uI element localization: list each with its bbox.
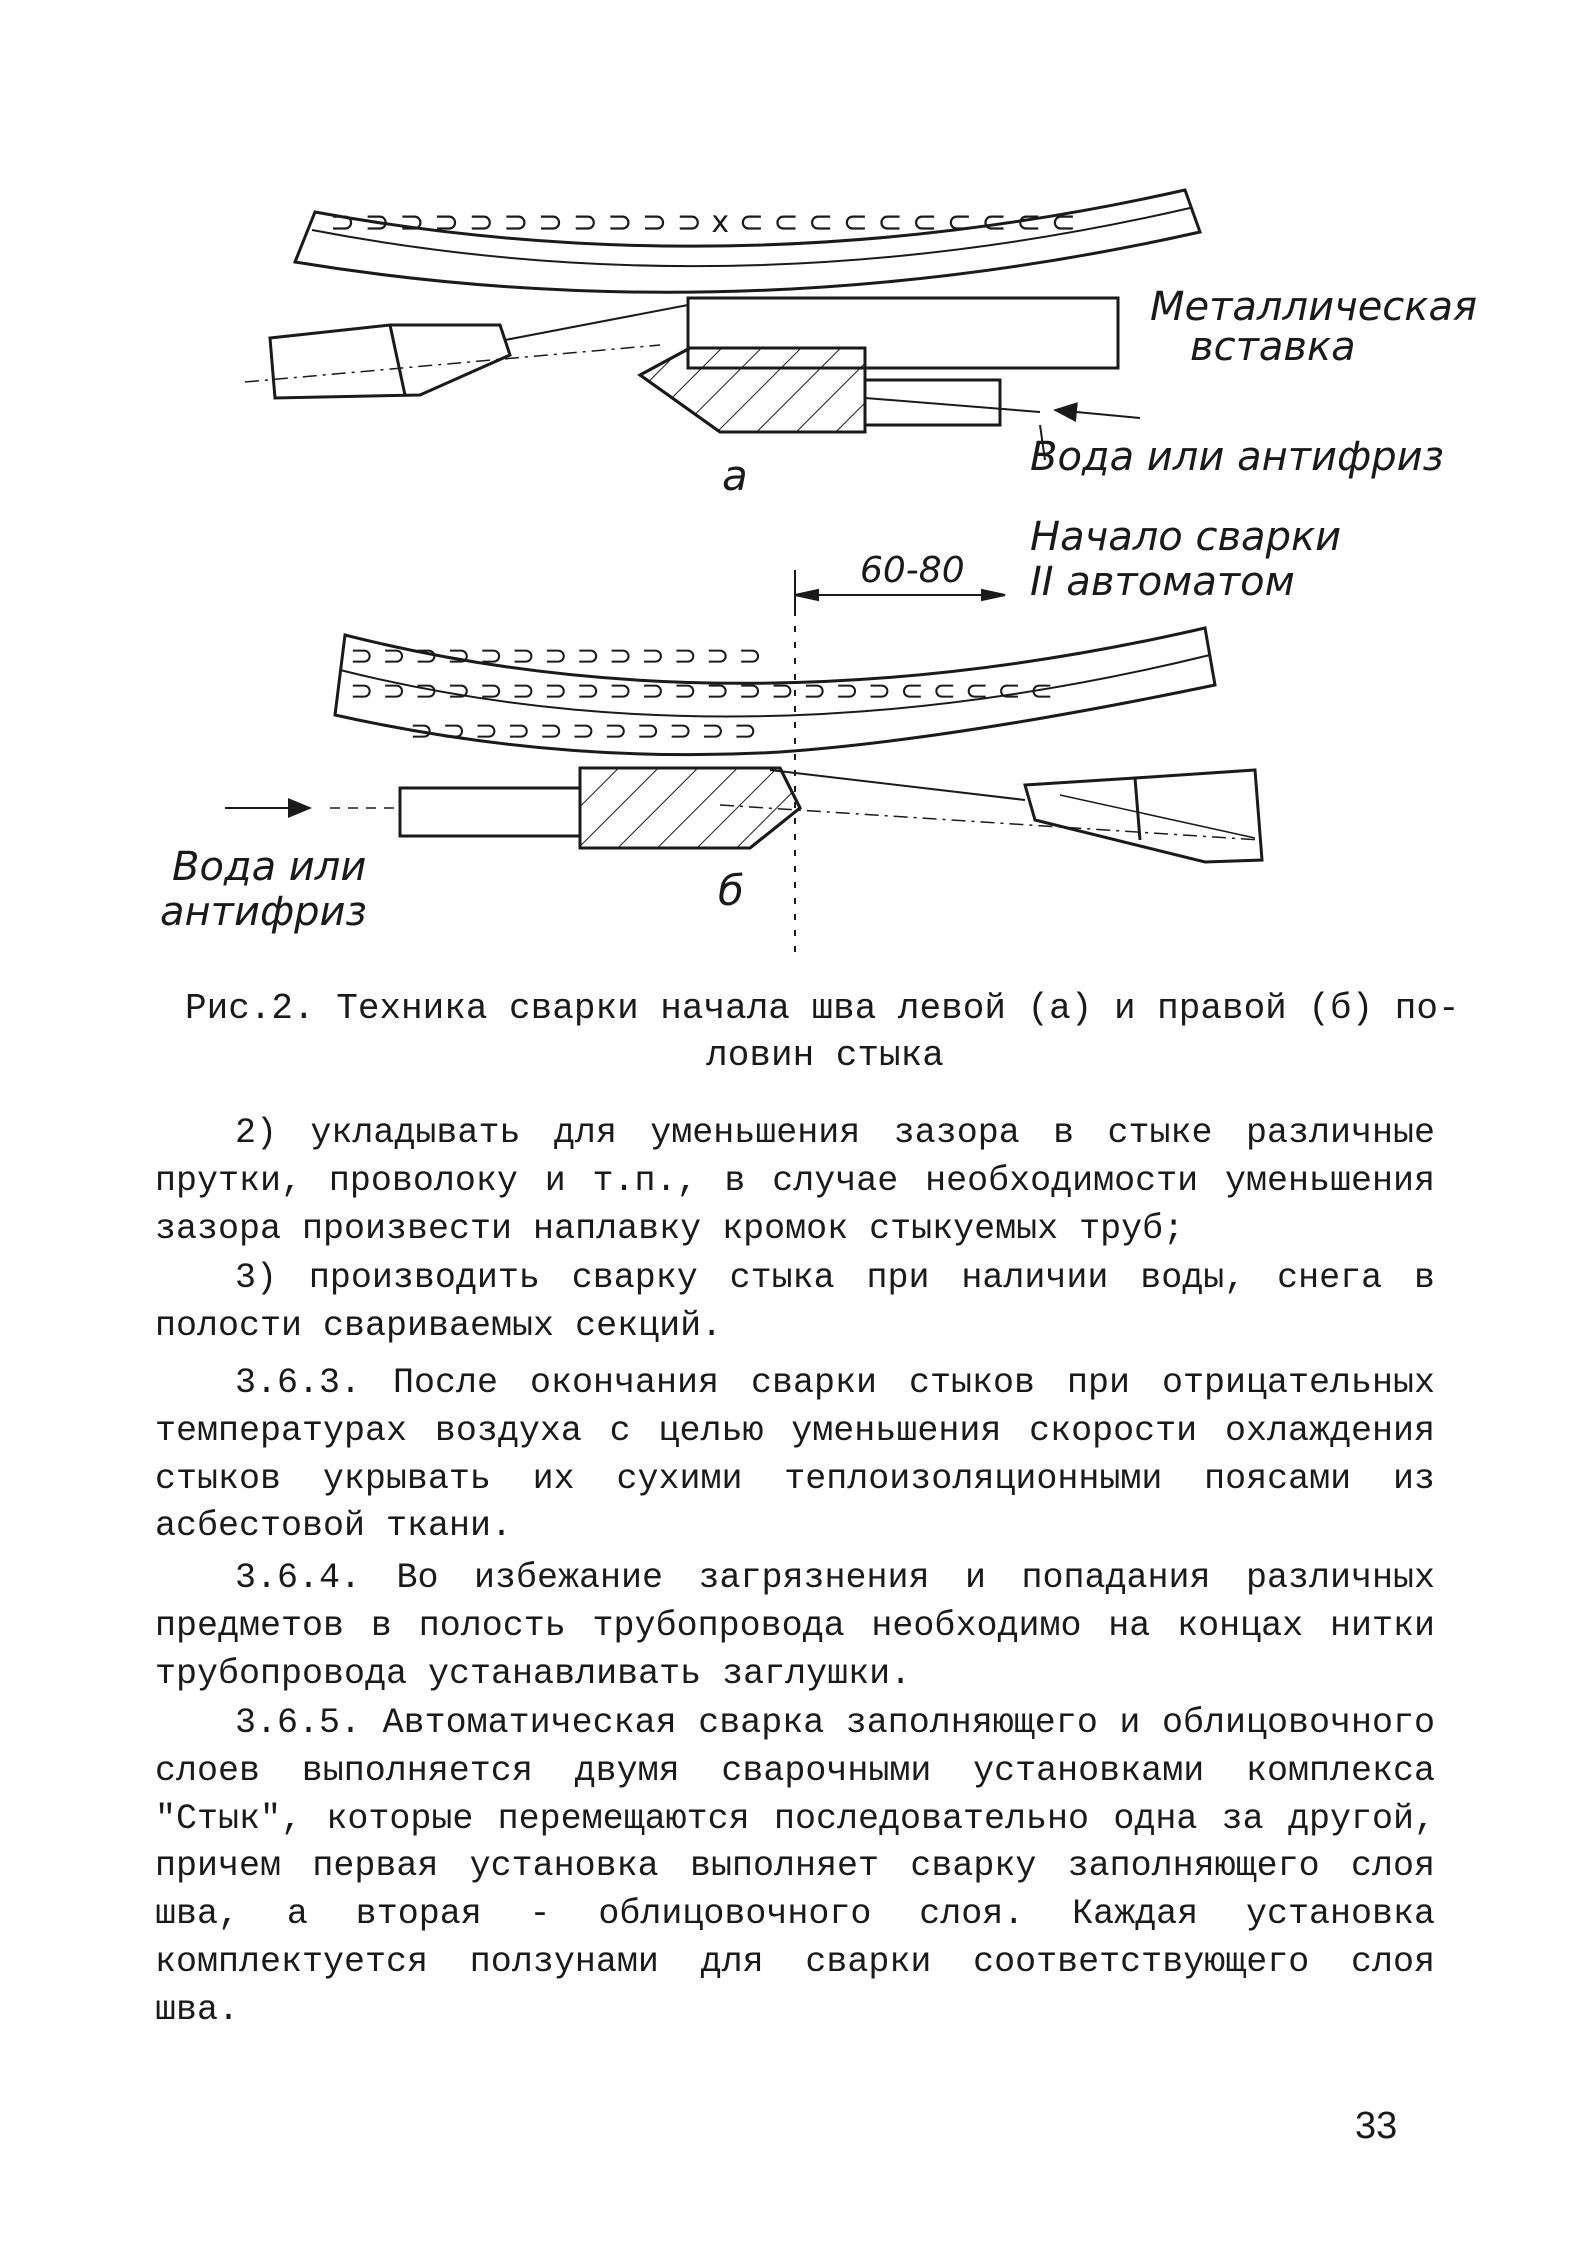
caption-line-2: ловин стыка	[706, 1035, 944, 1076]
torch-a	[270, 325, 510, 398]
label-letter-b: б	[718, 866, 744, 915]
label-dimension: 60-80	[860, 550, 965, 591]
label-letter-a: а	[722, 451, 748, 500]
label-metal-insert-1: Металлическая	[1150, 284, 1478, 330]
label-water-bottom-2: антифриз	[160, 889, 367, 935]
paragraph-item-3: 3) производить сварку стыка при наличии воды, снега в полости свариваемых секций.	[155, 1258, 1435, 1346]
weld-ripples-a	[330, 205, 1076, 240]
paragraph-3-6-4: 3.6.4. Во избежание загрязнения и попадания различных предметов в полость трубопровода необходимо на концах нитки трубопровода устанавливать заглушки.	[155, 1558, 1435, 1694]
diagram-b	[225, 628, 1262, 862]
backing-block-a	[640, 348, 865, 432]
coolant-pipe-b	[400, 788, 580, 836]
caption-line-1: Рис.2. Техника сварки начала шва левой (а) и правой (б) по-	[185, 988, 1460, 1029]
label-start-welding-1: Начало сварки	[1030, 514, 1342, 560]
page-number: 33	[1355, 2105, 1398, 2147]
label-start-welding-2: II автоматом	[1030, 559, 1295, 605]
paragraph-3-6-5: 3.6.5. Автоматическая сварка заполняющего и облицовочного слоев выполняется двумя сварочными установками комплекса "Стык", которые перемещаются последовательно одна за другой, причем первая установка выполняет сварку заполняющего слоя шва, а вторая - облицовочного слоя. Каждая установка комплектуется ползунами для сварки соответствующего слоя шва.	[155, 1703, 1435, 2030]
svg-text:⊃ ⊃ ⊃ ⊃ ⊃ ⊃ ⊃ ⊃ ⊃ ⊃ ⊃ ⊃ ⊃ ⊃ ⊃: ⊃ ⊃ ⊃ ⊃ ⊃ ⊃ ⊃ ⊃ ⊃ ⊃ ⊃ ⊃ ⊃ ⊃ ⊃ ⊃ ⊃ ⊂ ⊂ ⊂ ⊂ ⊂	[350, 674, 1054, 707]
torch-b	[1025, 770, 1262, 862]
weld-ripples-b	[350, 639, 1053, 747]
diagram-a	[245, 190, 1200, 460]
label-water-bottom-1: Вода или	[172, 844, 367, 890]
label-water-top: Вода или антифриз	[1030, 434, 1444, 480]
svg-text:⊃ ⊃ ⊃ ⊃ ⊃ ⊃ ⊃ ⊃ ⊃ ⊃ ⊃ ⊃ ⊃: ⊃ ⊃ ⊃ ⊃ ⊃ ⊃ ⊃ ⊃ ⊃ ⊃ ⊃ ⊃ ⊃	[350, 639, 762, 672]
label-metal-insert-2: вставка	[1190, 324, 1356, 370]
svg-text:⊃ ⊃ ⊃ ⊃ ⊃ ⊃ ⊃ ⊃ ⊃ ⊃ ⊃ x ⊂ ⊂ ⊂: ⊃ ⊃ ⊃ ⊃ ⊃ ⊃ ⊃ ⊃ ⊃ ⊃ ⊃ x ⊂ ⊂ ⊂ ⊂ ⊂ ⊂ ⊂ ⊂ ⊂ ⊂	[330, 205, 1076, 240]
paragraph-3-6-3: 3.6.3. После окончания сварки стыков при отрицательных температурах воздуха с целью уменьшения скорости охлаждения стыков укрывать их сухими теплоизоляционными поясами из асбестовой ткани.	[155, 1363, 1435, 1547]
welding-technique-figure	[0, 0, 1595, 960]
dimension-mark	[795, 570, 1005, 960]
svg-text:⊃ ⊃ ⊃ ⊃ ⊃ ⊃ ⊃ ⊃ ⊃ ⊃ ⊃: ⊃ ⊃ ⊃ ⊃ ⊃ ⊃ ⊃ ⊃ ⊃ ⊃ ⊃	[410, 714, 758, 747]
figure-caption	[185, 985, 1460, 1079]
paragraph-item-2: 2) укладывать для уменьшения зазора в стыке различные прутки, проволоку и т.п., в случае необходимости уменьшения зазора произвести наплавку кромок стыкуемых труб;	[155, 1113, 1435, 1249]
